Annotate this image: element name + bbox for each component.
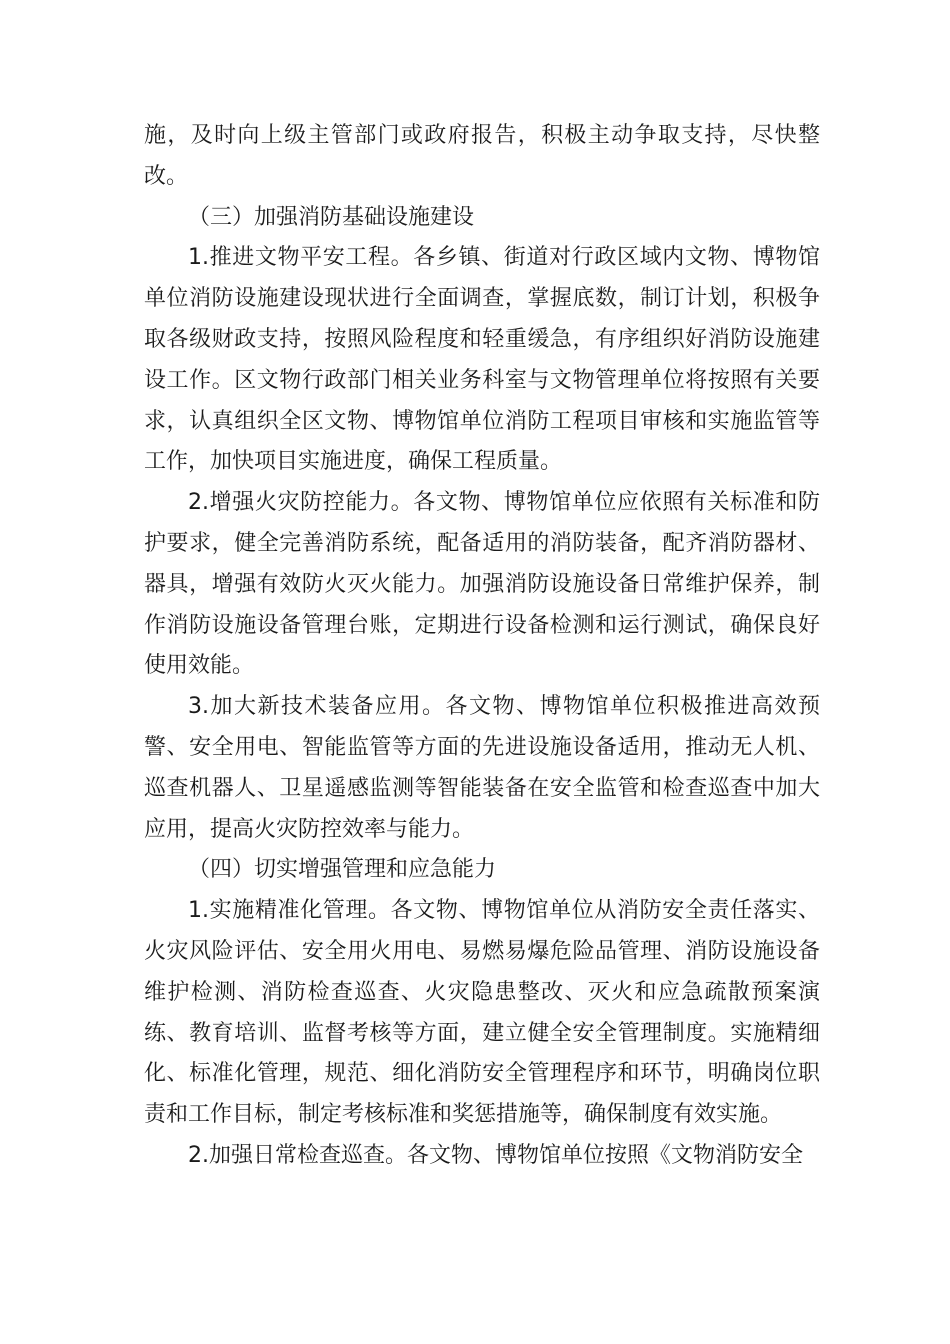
paragraph-continuation: 施，及时向上级主管部门或政府报告，积极主动争取支持，尽快整改。 — [144, 123, 820, 189]
paragraph-item-4-2: 2.加强日常检查巡查。各文物、博物馆单位按照《文物消防安全 — [188, 1142, 803, 1168]
section-heading-3: （三）加强消防基础设施建设 — [188, 204, 475, 230]
paragraph-item-1: 1.推进文物平安工程。各乡镇、街道对行政区域内文物、博物馆单位消防设施建设现状进行全面调查，掌握底数，制订计划，积极争取各级财政支持，按照风险程度和轻重缓急，有序组织好消防设施建设工作。区文物行政部门相关业务科室与文物管理单位将按照有关要求，认真组织全区文物、博物馆单位消防工程项目审核和实施监管等工作，加快项目实施进度，确保工程质量。 — [144, 245, 820, 475]
paragraph-item-4-1: 1.实施精准化管理。各文物、博物馆单位从消防安全责任落实、火灾风险评估、安全用火用电、易燃易爆危险品管理、消防设施设备维护检测、消防检查巡查、火灾隐患整改、灭火和应急疏散预案演练、教育培训、监督考核等方面，建立健全安全管理制度。实施精细化、标准化管理，规范、细化消防安全管理程序和环节，明确岗位职责和工作目标，制定考核标准和奖惩措施等，确保制度有效实施。 — [144, 898, 820, 1128]
document-body — [144, 116, 820, 1177]
section-heading-4: （四）切实增强管理和应急能力 — [188, 857, 497, 883]
paragraph-item-2: 2.增强火灾防控能力。各文物、博物馆单位应依照有关标准和防护要求，健全完善消防系统，配备适用的消防装备，配齐消防器材、器具，增强有效防火灭火能力。加强消防设施设备日常维护保养，制作消防设施设备管理台账，定期进行设备检测和运行测试，确保良好使用效能。 — [144, 490, 820, 679]
paragraph-item-3: 3.加大新技术装备应用。各文物、博物馆单位积极推进高效预警、安全用电、智能监管等方面的先进设施设备适用，推动无人机、巡查机器人、卫星遥感监测等智能装备在安全监管和检查巡查中加大应用，提高火灾防控效率与能力。 — [144, 694, 820, 842]
